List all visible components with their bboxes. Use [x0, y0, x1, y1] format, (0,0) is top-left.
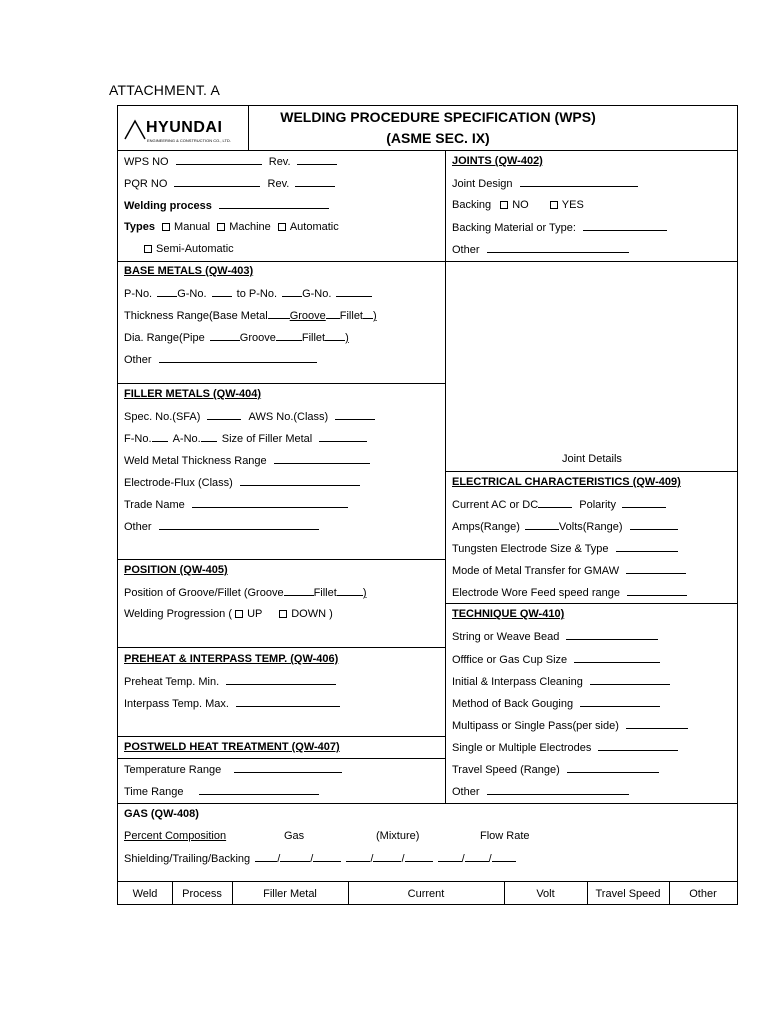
divider-left-5 — [118, 736, 445, 737]
orifice-field[interactable] — [574, 653, 660, 663]
mode-transfer-field[interactable] — [626, 564, 686, 574]
backing-yes-label: YES — [561, 199, 584, 211]
position-heading: POSITION (QW-405) — [124, 564, 228, 576]
dia-range-label: Dia. Range(Pipe — [124, 332, 205, 344]
mixture-label: (Mixture) — [376, 830, 420, 842]
aws-no-field[interactable] — [335, 410, 375, 420]
p-no-field[interactable] — [157, 287, 177, 297]
divider-right-1 — [445, 471, 737, 472]
gas-heading: GAS (QW-408) — [124, 808, 199, 820]
up-label: UP — [247, 608, 263, 620]
technique-other-field[interactable] — [487, 785, 629, 795]
backing-yes-checkbox[interactable] — [550, 201, 558, 209]
current-field[interactable] — [538, 498, 572, 508]
slash: / — [401, 853, 405, 865]
rev-label: Rev. — [267, 178, 290, 190]
weld-thickness-label: Weld Metal Thickness Range — [124, 455, 267, 467]
welding-process-label: Welding process — [124, 200, 212, 212]
down-checkbox[interactable] — [279, 610, 287, 618]
position-groove-field[interactable] — [284, 586, 314, 596]
col-process: Process — [182, 888, 222, 900]
base-other-field[interactable] — [159, 353, 317, 363]
rev-label: Rev. — [268, 156, 291, 168]
g-no-field-2[interactable] — [336, 287, 372, 297]
base-other-label: Other — [124, 354, 152, 366]
g-no-label: G-No. — [177, 288, 207, 300]
size-filler-field[interactable] — [319, 432, 367, 442]
pqr-no-label: PQR NO — [124, 178, 168, 190]
fillet-label-2: Fillet — [301, 332, 326, 344]
preheat-min-field[interactable] — [226, 675, 336, 685]
welding-process-field[interactable] — [219, 199, 329, 209]
travel-speed-field[interactable] — [567, 763, 659, 773]
filler-other-label: Other — [124, 521, 152, 533]
backing-no-checkbox[interactable] — [500, 201, 508, 209]
to-p-no-field[interactable] — [282, 287, 302, 297]
wire-feed-field[interactable] — [627, 586, 687, 596]
time-range-label: Time Range — [124, 786, 184, 798]
volts-field[interactable] — [630, 520, 678, 530]
divider-table-top — [118, 881, 737, 882]
logo-subtitle: ENGINEERING & CONSTRUCTION CO., LTD. — [147, 138, 231, 143]
preheat-heading: PREHEAT & INTERPASS TEMP. (QW-406) — [124, 653, 339, 665]
col-volt: Volt — [536, 888, 555, 900]
electrodes-field[interactable] — [598, 741, 678, 751]
col-other: Other — [689, 888, 717, 900]
paren-close: ) — [373, 310, 377, 322]
slash: / — [310, 853, 314, 865]
position-fillet-field[interactable] — [337, 586, 363, 596]
position-label: Position of Groove/Fillet (Groove — [124, 587, 284, 599]
pqr-rev-field[interactable] — [295, 177, 335, 187]
divider-header — [118, 150, 737, 151]
slash: / — [370, 853, 374, 865]
divider-left-1 — [118, 261, 737, 262]
spec-no-field[interactable] — [207, 410, 241, 420]
interpass-max-label: Interpass Temp. Max. — [124, 698, 229, 710]
aws-no-label: AWS No.(Class) — [248, 411, 329, 423]
dia-groove-field[interactable] — [276, 331, 302, 341]
slash: / — [461, 853, 465, 865]
groove-label-2: Groove — [239, 332, 276, 344]
up-checkbox[interactable] — [235, 610, 243, 618]
base-metals-heading: BASE METALS (QW-403) — [124, 265, 254, 277]
joints-other-label: Other — [452, 244, 480, 256]
tungsten-label: Tungsten Electrode Size & Type — [452, 543, 609, 555]
joint-details-label: Joint Details — [562, 453, 622, 465]
electrodes-label: Single or Multiple Electrodes — [452, 742, 592, 754]
divider-center — [445, 150, 446, 803]
progression-label: Welding Progression ( — [124, 608, 233, 620]
col-travel-speed: Travel Speed — [595, 888, 661, 900]
backing-material-label: Backing Material or Type: — [452, 222, 576, 234]
divider-left-6 — [118, 758, 445, 759]
to-p-no-label: to P-No. — [236, 288, 278, 300]
joint-design-label: Joint Design — [452, 178, 513, 190]
backing-label: Backing — [452, 199, 492, 211]
spec-no-label: Spec. No.(SFA) — [124, 411, 201, 423]
travel-speed-label: Travel Speed (Range) — [452, 764, 560, 776]
weld-thickness-field[interactable] — [274, 454, 370, 464]
temp-range-field[interactable] — [234, 763, 342, 773]
flow-backing-field[interactable] — [492, 852, 516, 862]
flow-shielding-field[interactable] — [438, 852, 462, 862]
trade-name-label: Trade Name — [124, 499, 185, 511]
thickness-groove-field[interactable] — [326, 309, 340, 319]
manual-checkbox[interactable] — [162, 223, 170, 231]
form-subtitle: (ASME SEC. IX) — [386, 130, 490, 146]
mix-trailing-field[interactable] — [373, 852, 401, 862]
multipass-field[interactable] — [626, 719, 688, 729]
paren-close-2: ) — [345, 332, 349, 344]
technique-heading: TECHNIQUE QW-410) — [452, 608, 565, 620]
types-label: Types — [124, 221, 155, 233]
divider-left-4 — [118, 647, 445, 648]
pwht-heading: POSTWELD HEAT TREATMENT (QW-407) — [124, 741, 340, 753]
a-no-label: A-No. — [172, 433, 201, 445]
mode-transfer-label: Mode of Metal Transfer for GMAW — [452, 565, 620, 577]
gas-shielding-field[interactable] — [255, 852, 277, 862]
groove-label: Groove — [289, 310, 326, 322]
f-no-label: F-No. — [124, 433, 152, 445]
manual-label: Manual — [174, 221, 211, 233]
semi-automatic-checkbox[interactable] — [144, 245, 152, 253]
col-weld: Weld — [132, 888, 158, 900]
machine-label: Machine — [229, 221, 271, 233]
thickness-fillet-field[interactable] — [363, 309, 373, 319]
temp-range-label: Temperature Range — [124, 764, 222, 776]
col-current: Current — [407, 888, 445, 900]
wire-feed-label: Electrode Wore Feed speed range — [452, 587, 620, 599]
col-filler-metal: Filler Metal — [263, 888, 317, 900]
joints-heading: JOINTS (QW-402) — [452, 155, 543, 167]
slash: / — [277, 853, 281, 865]
percent-composition-label: Percent Composition — [124, 830, 227, 842]
filler-metals-heading: FILLER METALS (QW-404) — [124, 388, 262, 400]
trade-name-field[interactable] — [192, 498, 348, 508]
down-label: DOWN ) — [291, 608, 333, 620]
gas-trailing-field[interactable] — [280, 852, 310, 862]
volts-label: Volts(Range) — [558, 521, 623, 533]
backing-material-field[interactable] — [583, 221, 667, 231]
flow-rate-label: Flow Rate — [480, 830, 530, 842]
wps-form — [117, 105, 738, 905]
filler-other-field[interactable] — [159, 520, 319, 530]
divider-left-2 — [118, 383, 445, 384]
back-gouging-label: Method of Back Gouging — [452, 698, 574, 710]
divider-gas — [118, 803, 737, 804]
semi-automatic-label: Semi-Automatic — [156, 243, 234, 255]
current-label: Current AC or DC — [452, 499, 539, 511]
gas-backing-field[interactable] — [313, 852, 341, 862]
electrode-flux-label: Electrode-Flux (Class) — [124, 477, 233, 489]
g-no-label-2: G-No. — [302, 288, 332, 300]
initial-cleaning-field[interactable] — [590, 675, 670, 685]
automatic-label: Automatic — [289, 221, 339, 233]
position-fillet-label: Fillet — [313, 587, 337, 599]
backing-no-label: NO — [512, 199, 529, 211]
p-no-label: P-No. — [124, 288, 153, 300]
dia-pipe-field[interactable] — [210, 331, 240, 341]
initial-cleaning-label: Initial & Interpass Cleaning — [452, 676, 583, 688]
f-no-field[interactable] — [152, 432, 168, 442]
position-paren-close: ) — [362, 587, 367, 599]
shielding-label: Shielding/Trailing/Backing — [124, 853, 251, 865]
time-range-field[interactable] — [199, 785, 319, 795]
multipass-label: Multipass or Single Pass(per side) — [452, 720, 619, 732]
electrical-heading: ELECTRICAL CHARACTERISTICS (QW-409) — [452, 476, 681, 488]
logo-name: HYUNDAI — [146, 119, 223, 136]
amps-label: Amps(Range) — [452, 521, 520, 533]
polarity-label: Polarity — [579, 499, 616, 511]
automatic-checkbox[interactable] — [278, 223, 286, 231]
dia-fillet-field[interactable] — [325, 331, 345, 341]
g-no-field[interactable] — [212, 287, 232, 297]
slash: / — [488, 853, 492, 865]
joint-design-field[interactable] — [520, 177, 638, 187]
string-weave-label: String or Weave Bead — [452, 631, 560, 643]
size-filler-label: Size of Filler Metal — [221, 433, 313, 445]
wps-rev-field[interactable] — [297, 155, 337, 165]
wps-no-label: WPS NO — [124, 156, 169, 168]
electrode-flux-field[interactable] — [240, 476, 360, 486]
tungsten-field[interactable] — [616, 542, 678, 552]
hyundai-logo-icon — [124, 119, 146, 141]
divider-right-2 — [445, 603, 737, 604]
gas-label: Gas — [284, 830, 305, 842]
flow-trailing-field[interactable] — [465, 852, 489, 862]
string-weave-field[interactable] — [566, 630, 658, 640]
attachment-label: ATTACHMENT. A — [109, 82, 220, 98]
a-no-field[interactable] — [201, 432, 217, 442]
thickness-range-label: Thickness Range(Base Metal — [124, 310, 268, 322]
wps-no-field[interactable] — [176, 155, 262, 165]
interpass-max-field[interactable] — [236, 697, 340, 707]
divider-left-3 — [118, 559, 445, 560]
orifice-label: Offfice or Gas Cup Size — [452, 654, 568, 666]
joints-other-field[interactable] — [487, 243, 629, 253]
form-title: WELDING PROCEDURE SPECIFICATION (WPS) — [280, 109, 596, 125]
back-gouging-field[interactable] — [580, 697, 660, 707]
mix-shielding-field[interactable] — [346, 852, 370, 862]
pqr-no-field[interactable] — [174, 177, 260, 187]
fillet-label: Fillet — [339, 310, 363, 322]
preheat-min-label: Preheat Temp. Min. — [124, 676, 220, 688]
machine-checkbox[interactable] — [217, 223, 225, 231]
technique-other-label: Other — [452, 786, 480, 798]
amps-field[interactable] — [525, 520, 559, 530]
polarity-field[interactable] — [622, 498, 666, 508]
mix-backing-field[interactable] — [405, 852, 433, 862]
thickness-base-field[interactable] — [268, 309, 290, 319]
